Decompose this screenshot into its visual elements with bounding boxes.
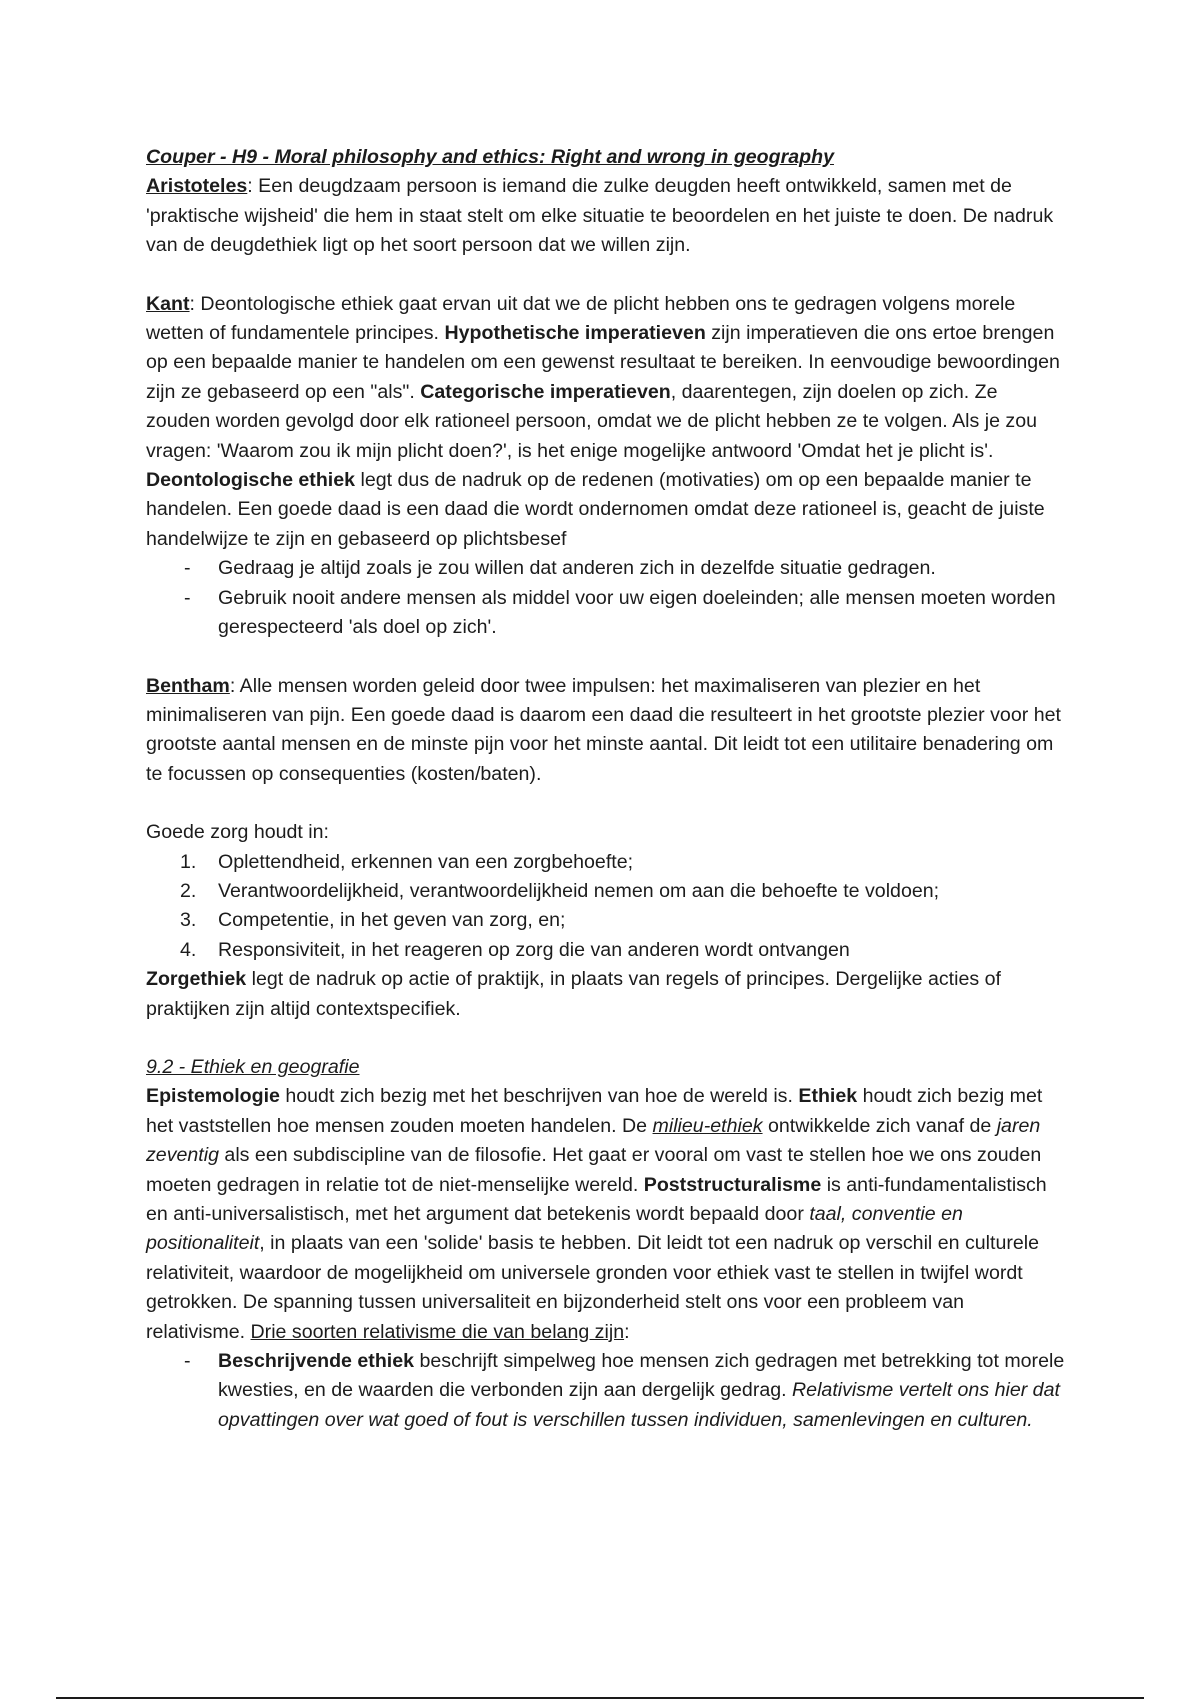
zorgethiek-text: legt de nadruk op actie of praktijk, in plaats van regels of principes. Dergelijke acties of praktijken zijn altijd contextspecifiek. [146, 968, 1001, 1020]
zorgethiek-term: Zorgethiek [146, 968, 247, 991]
care-intro: Goede zorg houdt in: [146, 821, 330, 844]
zorgethiek-paragraph [146, 965, 1066, 1024]
list-item [146, 936, 1066, 965]
kant-paragraph-2 [146, 466, 1066, 554]
number-marker: 1. [180, 850, 197, 873]
care-item-text: Responsiviteit, in het reageren op zorg die van anderen wordt ontvangen [218, 938, 850, 961]
section-text-3: ontwikkelde zich vanaf de [762, 1114, 997, 1137]
care-item-text: Oplettendheid, erkennen van een zorgbehoefte; [218, 850, 634, 873]
kant-term-categorisch: Categorische imperatieven [420, 380, 671, 403]
section-text-5: is anti-fundamentalistisch en anti-universalistisch, met het argument dat betekenis wordt bepaald door [146, 1173, 1047, 1225]
dash-marker: - [184, 557, 191, 580]
kant-bullet-text: Gebruik nooit andere mensen als middel voor uw eigen doeleinden; alle mensen moeten worden gerespecteerd 'als doel op zich'. [218, 586, 1056, 639]
section-heading-text: 9.2 - Ethiek en geografie [146, 1055, 360, 1078]
dash-marker: - [184, 586, 191, 609]
aristoteles-paragraph [146, 172, 1066, 260]
section-text-1: houdt zich bezig met het beschrijven van hoe de wereld is. [279, 1085, 799, 1108]
list-item [146, 877, 1066, 906]
section-heading [146, 1053, 1066, 1082]
list-item [146, 584, 1066, 643]
bullet-text: beschrijft simpelweg hoe mensen zich gedragen met betrekking tot morele kwesties, en de waarden die verbonden zijn aan dergelijk gedrag. [218, 1350, 1065, 1402]
kant-term-hypothetisch: Hypothetische imperatieven [444, 322, 706, 345]
number-marker: 4. [180, 938, 197, 961]
section-text-7: : [624, 1320, 630, 1343]
bentham-heading: Bentham [146, 674, 230, 697]
term-taal-conventie: taal, conventie en positionaliteit [146, 1203, 963, 1255]
number-marker: 3. [180, 909, 197, 932]
list-item [146, 1347, 1066, 1435]
list-item [146, 848, 1066, 877]
relativisme-bullet-list [146, 1347, 1066, 1435]
list-item [146, 554, 1066, 583]
kant-text-4: legt dus de nadruk op de redenen (motivaties) om op een bepaalde manier te handelen. Een goede daad is een daad die wordt ondernomen omdat deze rationeel is, geacht de juiste handelwijze te zijn en gebaseerd op plichtsbesef [146, 469, 1045, 550]
kant-bullet-list [146, 554, 1066, 642]
aristoteles-heading: Aristoteles [146, 175, 248, 198]
bentham-paragraph [146, 672, 1066, 790]
kant-paragraph [146, 290, 1066, 466]
kant-term-deontologisch: Deontologische ethiek [146, 469, 356, 492]
care-item-text: Verantwoordelijkheid, verantwoordelijkheid nemen om aan die behoefte te voldoen; [218, 879, 940, 902]
term-jaren-zeventig: jaren zeventig [146, 1114, 1041, 1167]
dash-marker: - [184, 1350, 191, 1373]
kant-bullet-text: Gedraag je altijd zoals je zou willen dat anderen zich in dezelfde situatie gedragen. [218, 557, 936, 580]
section-text-2: houdt zich bezig met het vaststellen hoe mensen zouden moeten handelen. De [146, 1085, 1043, 1137]
document-page [146, 143, 1066, 1435]
term-ethiek: Ethiek [798, 1085, 858, 1108]
term-poststructuralisme: Poststructuralisme [643, 1173, 822, 1196]
bullet-italic-text: Relativisme vertelt ons hier dat opvattingen over wat goed of fout is verschillen tussen individuen, samenlevingen en culturen. [218, 1379, 1060, 1431]
section-text-6: , in plaats van een 'solide' basis te hebben. Dit leidt tot een nadruk op verschil en culturele relativiteit, waardoor de mogelijkheid om universele gronden voor ethiek vast te stellen in twijfel wordt getrokken. De spanning tussen universaliteit en bijzonderheid stelt ons voor een probleem van relativisme. [146, 1232, 1040, 1343]
care-item-text: Competentie, in het geven van zorg, en; [218, 909, 566, 932]
aristoteles-text: : Een deugdzaam persoon is iemand die zulke deugden heeft ontwikkeld, samen met de 'praktische wijsheid' die hem in staat stelt om elke situatie te beoordelen en het juiste te doen. De nadruk van de deugdethiek ligt op het soort persoon dat we willen zijn. [146, 175, 1054, 257]
term-epistemologie: Epistemologie [146, 1085, 280, 1108]
section-text-4: als een subdiscipline van de filosofie. Het gaat er vooral om vast te stellen hoe we ons zouden moeten gedragen in relatie tot de niet-menselijke wereld. [146, 1144, 1042, 1196]
list-item [146, 906, 1066, 935]
page-bottom-rule [56, 1697, 1144, 1699]
kant-heading: Kant [146, 292, 190, 315]
term-beschrijvende-ethiek: Beschrijvende ethiek [218, 1350, 415, 1373]
number-marker: 2. [180, 879, 197, 902]
kant-text-3: , daarentegen, zijn doelen op zich. Ze zouden worden gevolgd door elk rationeel persoon, omdat we de plicht hebben ze te volgen. Als je zou vragen: 'Waarom zou ik mijn plicht doen?', is het enige mogelijke antwoord 'Omdat het je plicht is'. [146, 380, 1038, 462]
bentham-text: : Alle mensen worden geleid door twee impulsen: het maximaliseren van plezier en het minimaliseren van pijn. Een goede daad is daarom een daad die resulteert in het grootste plezier voor het grootste aantal mensen en de minste pijn voor het minste aantal. Dit leidt tot een utilitaire benadering om te focussen op consequenties (kosten/baten). [146, 674, 1061, 785]
title-text: Couper - H9 - Moral philosophy and ethics: Right and wrong in geography [146, 146, 834, 168]
kant-text-2: zijn imperatieven die ons ertoe brengen op een bepaalde manier te handelen om een gewenst resultaat te bereiken. In eenvoudige bewoordingen zijn ze gebaseerd op een "als". [146, 322, 1060, 403]
kant-text-1: : Deontologische ethiek gaat ervan uit dat we de plicht hebben ons te gedragen volgens morele wetten of fundamentele principes. [146, 292, 1016, 345]
term-milieu-ethiek: milieu-ethiek [652, 1114, 763, 1137]
care-numbered-list [146, 848, 1066, 966]
document-title [146, 143, 1066, 172]
relativisme-types-label: Drie soorten relativisme die van belang zijn [250, 1320, 625, 1343]
section-paragraph [146, 1082, 1066, 1347]
